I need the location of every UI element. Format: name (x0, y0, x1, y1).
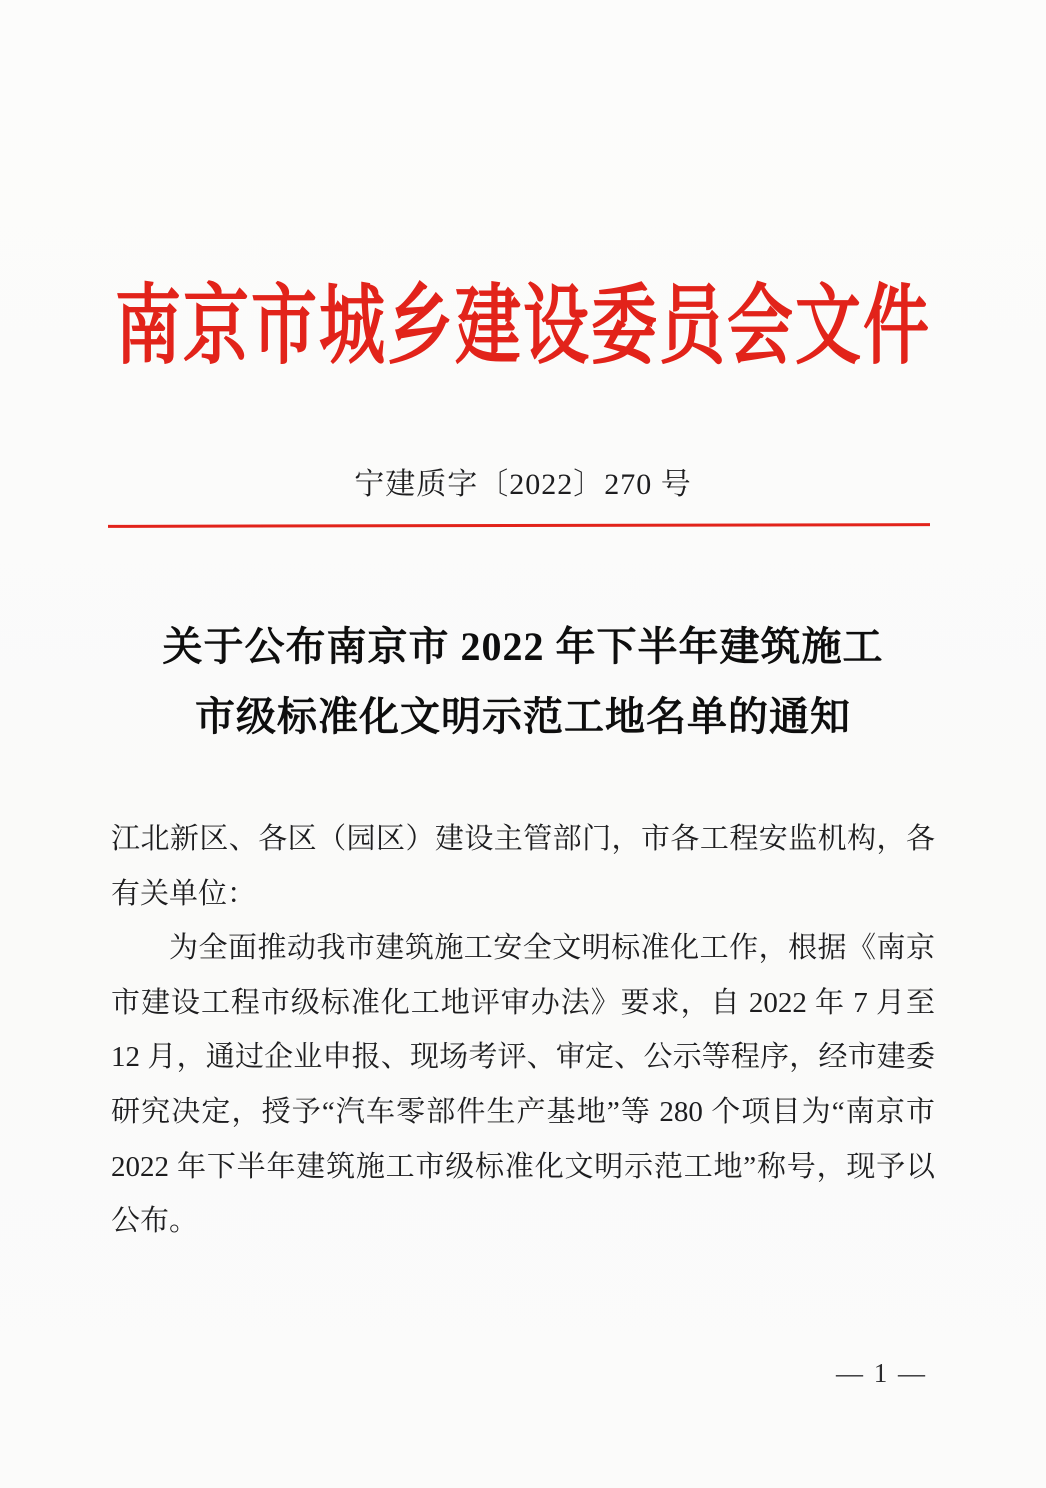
body-line: 市建设工程市级标准化工地评审办法》要求，自 2022 年 7 月至 (111, 986, 935, 1019)
body-line: 研究决定，授予“汽车零部件生产基地”等 280 个项目为“南京市 (111, 1095, 935, 1128)
body-line: 江北新区、各区（园区）建设主管部门，市各工程安监机构，各 (111, 823, 935, 855)
issuing-authority-header: 南京市城乡建设委员会文件 (115, 278, 931, 376)
body-line: 12 月，通过企业申报、现场考评、审定、公示等程序，经市建委 (111, 1041, 935, 1074)
document-title-line2: 市级标准化文明示范工地名单的通知 (195, 694, 851, 739)
page-number: — 1 — (836, 1358, 927, 1388)
document-number: 宁建质字〔2022〕270 号 (354, 468, 692, 501)
red-divider-line (108, 523, 930, 528)
document-title (0, 612, 1046, 752)
document-title-line1: 关于公布南京市 2022 年下半年建筑施工 (162, 624, 884, 669)
document-body (111, 812, 935, 1249)
body-line: 有关单位： (111, 877, 257, 910)
body-line: 公布。 (111, 1205, 199, 1238)
body-line: 2022 年下半年建筑施工市级标准化文明示范工地”称号，现予以 (111, 1150, 935, 1183)
body-line: 为全面推动我市建筑施工安全文明标准化工作，根据《南京 (169, 932, 935, 965)
